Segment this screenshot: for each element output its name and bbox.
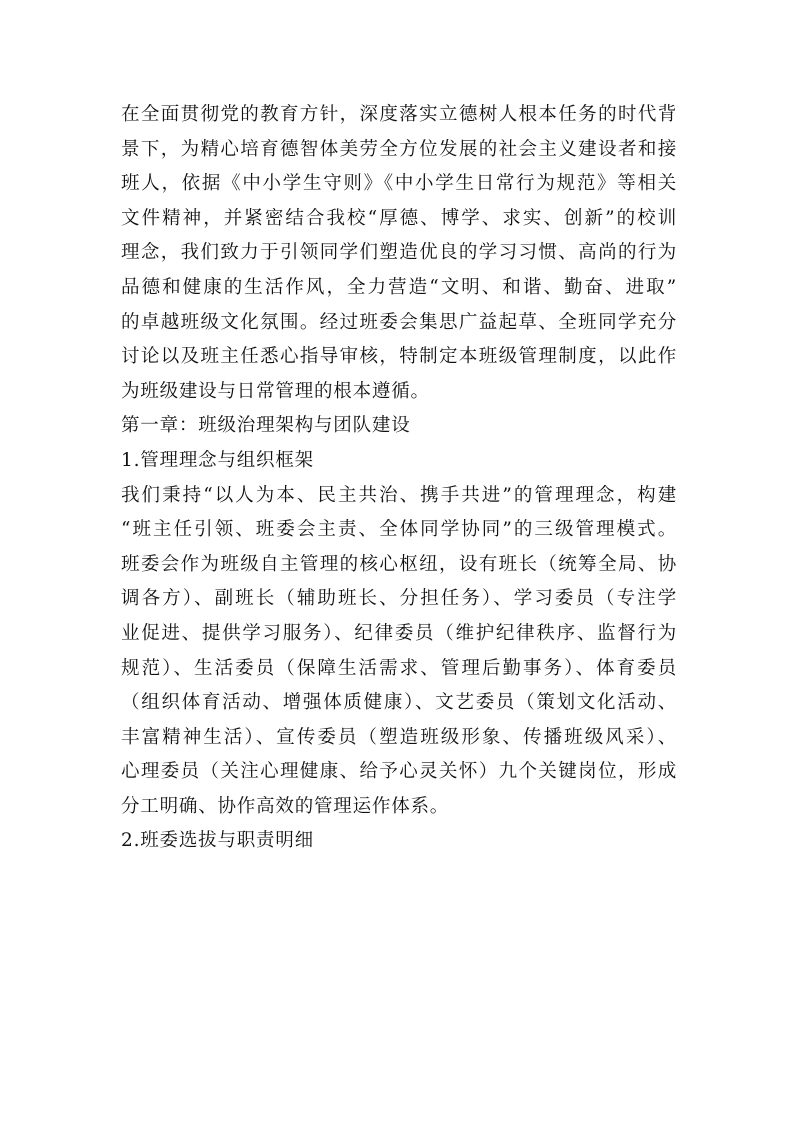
intro-line: 品德和健康的生活作风，全力营造“文明、和谐、勤奋、进取”	[121, 276, 677, 298]
section-paragraph-line: 分工明确、协作高效的管理运作体系。	[121, 795, 450, 817]
intro-line: 理念，我们致力于引领同学们塑造优良的学习习惯、高尚的行为	[121, 242, 677, 264]
document-body	[121, 98, 677, 859]
intro-line: 为班级建设与日常管理的根本遵循。	[121, 380, 430, 402]
section-paragraph-line: （组织体育活动、增强体质健康）、文艺委员（策划文化活动、	[121, 692, 677, 714]
section-paragraph-line: 班委会作为班级自主管理的核心枢纽，设有班长（统筹全局、协	[121, 553, 677, 575]
section-paragraph-line: “班主任引领、班委会主责、全体同学协同”的三级管理模式。	[121, 519, 677, 541]
intro-line: 班人，依据《中小学生守则》《中小学生日常行为规范》等相关	[121, 173, 677, 195]
chapter-title: 第一章：班级治理架构与团队建设	[121, 415, 411, 437]
section-paragraph-line: 丰富精神生活）、宣传委员（塑造班级形象、传播班级风采）、	[121, 726, 677, 748]
intro-line: 在全面贯彻党的教育方针，深度落实立德树人根本任务的时代背	[121, 104, 677, 125]
section-title: 1.管理理念与组织框架	[121, 449, 314, 471]
intro-line: 的卓越班级文化氛围。经过班委会集思广益起草、全班同学充分	[121, 311, 677, 333]
section-paragraph-line: 规范）、生活委员（保障生活需求、管理后勤事务）、体育委员	[121, 657, 677, 679]
intro-line: 文件精神，并紧密结合我校“厚德、博学、求实、创新”的校训	[121, 207, 677, 229]
intro-line: 景下，为精心培育德智体美劳全方位发展的社会主义建设者和接	[121, 138, 677, 160]
intro-line: 讨论以及班主任悉心指导审核，特制定本班级管理制度，以此作	[121, 346, 677, 368]
section-paragraph-line: 业促进、提供学习服务）、纪律委员（维护纪律秩序、监督行为	[121, 622, 677, 644]
section-title: 2.班委选拔与职责明细	[121, 830, 314, 852]
section-paragraph-line: 我们秉持“以人为本、民主共治、携手共进”的管理理念，构建	[121, 484, 677, 506]
section-paragraph-line: 调各方）、副班长（辅助班长、分担任务）、学习委员（专注学	[121, 588, 677, 610]
section-paragraph-line: 心理委员（关注心理健康、给予心灵关怀）九个关键岗位，形成	[121, 761, 677, 783]
